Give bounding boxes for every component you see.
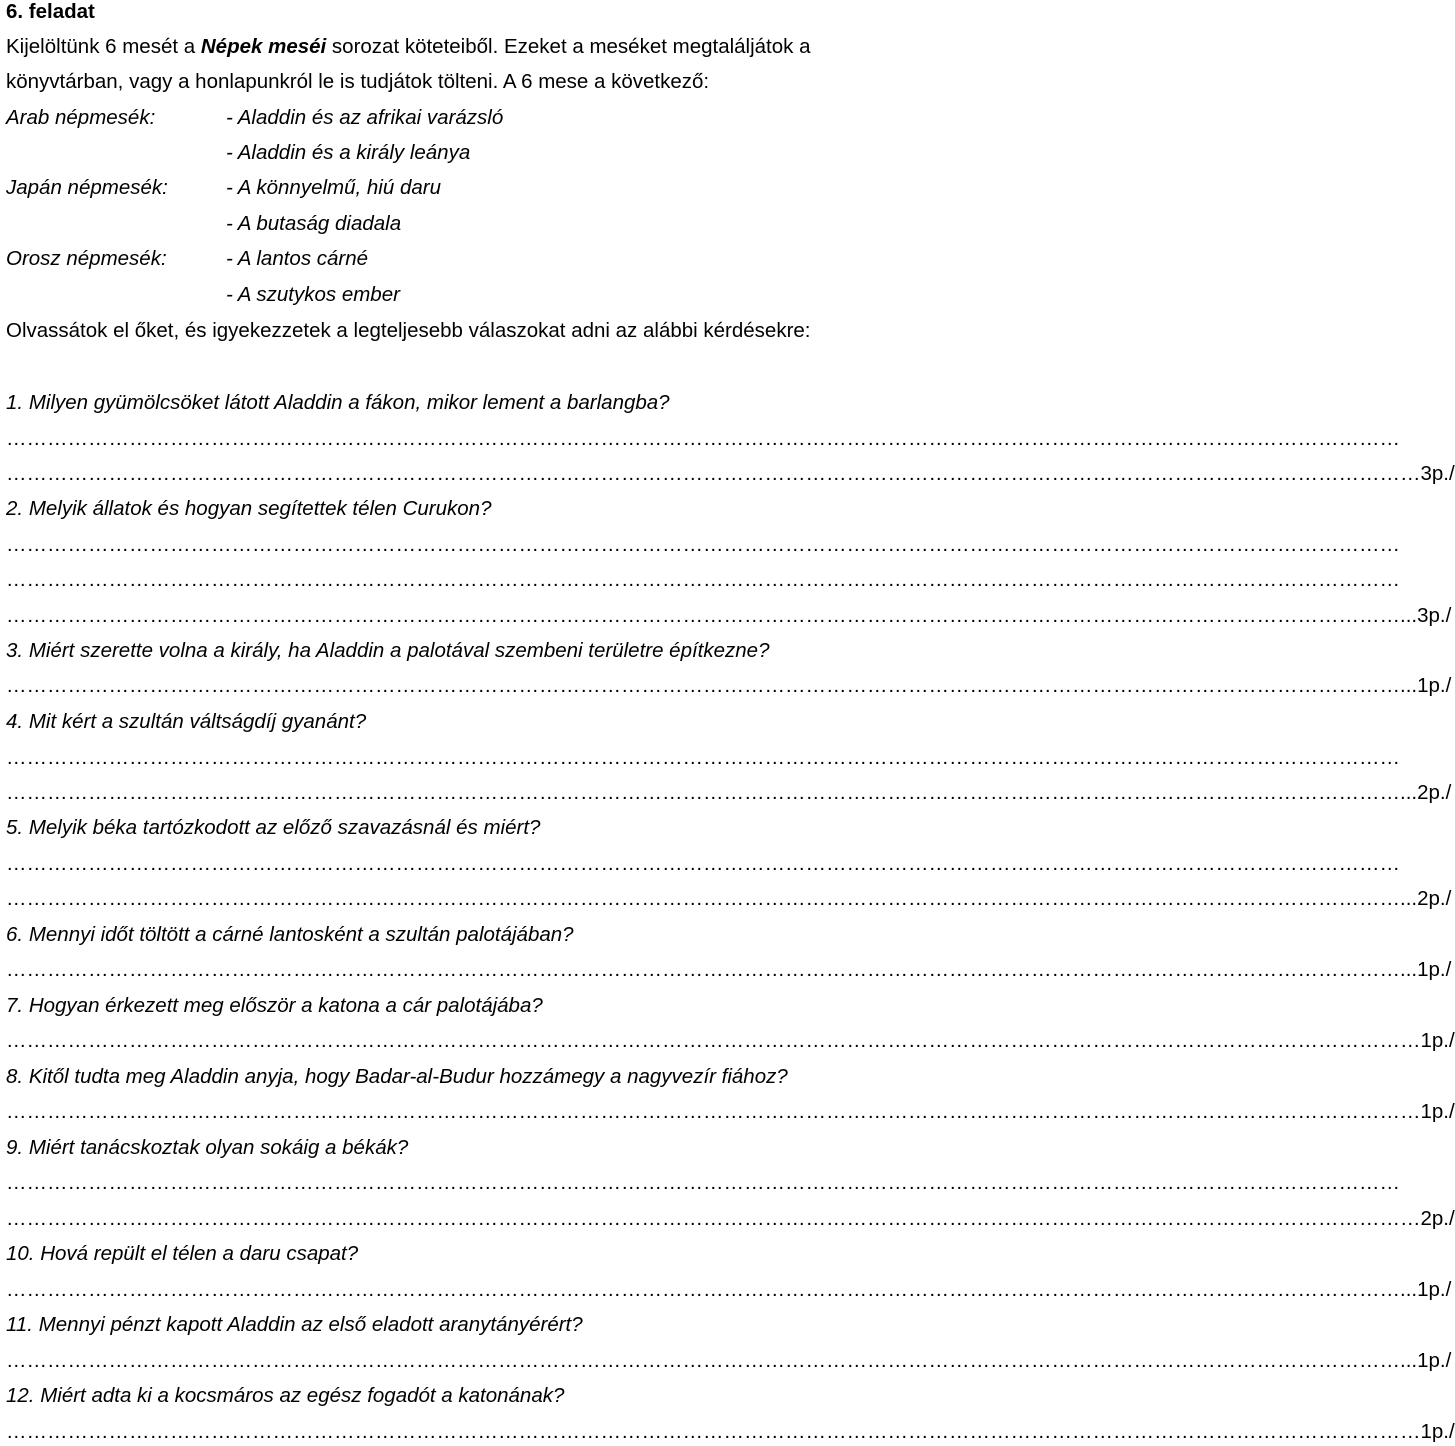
question-12 bbox=[6, 1384, 952, 1408]
tale-name: - Aladdin és az afrikai varázsló bbox=[226, 106, 504, 129]
answer-dots: …………………………………………………………………………………………………………………………………………………………………………………… bbox=[6, 1207, 1400, 1230]
series-title: Népek meséi bbox=[200, 35, 327, 58]
question-text: Mennyi pénzt kapott Aladdin az első eladott aranytányérért? bbox=[38, 1313, 583, 1336]
answer-line[interactable] bbox=[6, 462, 1455, 486]
points-label: …2p./ bbox=[1400, 1207, 1455, 1230]
points-label: ...2p./ bbox=[1400, 887, 1452, 910]
answer-line[interactable] bbox=[6, 674, 1452, 698]
tale-name: - A butaság diadala bbox=[226, 212, 402, 235]
question-number: 2. bbox=[6, 497, 24, 520]
tale-row bbox=[6, 141, 952, 165]
answer-line[interactable] bbox=[6, 1420, 1455, 1444]
question-4 bbox=[6, 710, 952, 734]
tale-name: - A szutykos ember bbox=[226, 283, 400, 306]
question-number: 4. bbox=[6, 710, 24, 733]
answer-line[interactable]: …………………………………………………………………………………………………………………………………………………………………………………… bbox=[6, 427, 1400, 450]
tale-category: Arab népmesék: bbox=[6, 106, 156, 129]
question-3 bbox=[6, 639, 952, 663]
answer-dots: …………………………………………………………………………………………………………………………………………………………………………………… bbox=[6, 1278, 1400, 1301]
instruction-text: Olvassátok el őket, és igyekezzetek a legteljesebb válaszokat adni az alábbi kérdésekre: bbox=[6, 319, 811, 342]
question-text: Miért szerette volna a király, ha Aladdin a palotával szembeni területre építkezne? bbox=[28, 639, 770, 662]
answer-line[interactable]: …………………………………………………………………………………………………………………………………………………………………………………… bbox=[6, 533, 1400, 556]
question-5 bbox=[6, 816, 952, 840]
answer-line[interactable] bbox=[6, 1100, 1455, 1124]
points-label: …3p./ bbox=[1400, 462, 1455, 485]
answer-dots: …………………………………………………………………………………………………………………………………………………………………………………… bbox=[6, 1349, 1400, 1372]
answer-dots: …………………………………………………………………………………………………………………………………………………………………………………… bbox=[6, 887, 1400, 910]
answer-line[interactable] bbox=[6, 1207, 1455, 1231]
points-label: …1p./ bbox=[1400, 1420, 1455, 1443]
answer-line[interactable] bbox=[6, 1349, 1452, 1373]
answer-line[interactable]: …………………………………………………………………………………………………………………………………………………………………………………… bbox=[6, 852, 1400, 875]
question-2 bbox=[6, 497, 952, 521]
answer-dots: …………………………………………………………………………………………………………………………………………………………………………………… bbox=[6, 1420, 1400, 1443]
answer-line[interactable]: …………………………………………………………………………………………………………………………………………………………………………………… bbox=[6, 1171, 1400, 1194]
question-text: Hová repült el télen a daru csapat? bbox=[40, 1242, 359, 1265]
question-1 bbox=[6, 391, 952, 415]
question-number: 1. bbox=[6, 391, 24, 414]
question-text: Miért tanácskoztak olyan sokáig a békák? bbox=[28, 1136, 409, 1159]
intro-text-c: sorozat köteteiből. Ezeket a meséket megtaláljátok a bbox=[326, 35, 811, 58]
tale-row bbox=[6, 247, 952, 271]
answer-line[interactable] bbox=[6, 604, 1452, 628]
points-label: ...2p./ bbox=[1400, 781, 1452, 804]
question-number: 10. bbox=[6, 1242, 35, 1265]
answer-dots: …………………………………………………………………………………………………………………………………………………………………………………… bbox=[6, 1029, 1400, 1052]
question-number: 3. bbox=[6, 639, 24, 662]
intro-text-a: Kijelöltünk 6 mesét a bbox=[6, 35, 201, 58]
tale-name: - A lantos cárné bbox=[226, 247, 369, 270]
question-text: Milyen gyümölcsöket látott Aladdin a fákon, mikor lement a barlangba? bbox=[28, 391, 670, 414]
tale-row bbox=[6, 176, 952, 200]
points-label: ...3p./ bbox=[1400, 604, 1452, 627]
tale-row bbox=[6, 212, 952, 236]
question-text: Mennyi időt töltött a cárné lantosként a szultán palotájában? bbox=[28, 923, 574, 946]
answer-line[interactable] bbox=[6, 887, 1452, 911]
intro-line-1 bbox=[6, 35, 952, 59]
answer-line[interactable]: …………………………………………………………………………………………………………………………………………………………………………………… bbox=[6, 746, 1400, 769]
question-text: Miért adta ki a kocsmáros az egész fogadót a katonának? bbox=[40, 1384, 565, 1407]
question-number: 8. bbox=[6, 1065, 24, 1088]
tale-name: - Aladdin és a király leánya bbox=[226, 141, 471, 164]
tale-name: - A könnyelmű, hiú daru bbox=[226, 176, 441, 199]
question-number: 12. bbox=[6, 1384, 35, 1407]
points-label: ...1p./ bbox=[1400, 1349, 1452, 1372]
answer-dots: …………………………………………………………………………………………………………………………………………………………………………………… bbox=[6, 604, 1400, 627]
question-text: Kitől tudta meg Aladdin anyja, hogy Badar-al-Budur hozzámegy a nagyvezír fiához? bbox=[28, 1065, 788, 1088]
answer-line[interactable] bbox=[6, 958, 1452, 982]
question-text: Hogyan érkezett meg először a katona a cár palotájába? bbox=[28, 994, 543, 1017]
answer-dots: …………………………………………………………………………………………………………………………………………………………………………………… bbox=[6, 462, 1400, 485]
answer-line[interactable] bbox=[6, 781, 1452, 805]
question-text: Melyik béka tartózkodott az előző szavazásnál és miért? bbox=[28, 816, 541, 839]
points-label: ...1p./ bbox=[1400, 674, 1452, 697]
question-10 bbox=[6, 1242, 952, 1266]
answer-dots: …………………………………………………………………………………………………………………………………………………………………………………… bbox=[6, 781, 1400, 804]
answer-line[interactable] bbox=[6, 1278, 1452, 1302]
tale-category: Japán népmesék: bbox=[6, 176, 168, 199]
answer-line[interactable]: …………………………………………………………………………………………………………………………………………………………………………………… bbox=[6, 568, 1400, 591]
tale-row bbox=[6, 283, 952, 307]
question-number: 11. bbox=[6, 1313, 33, 1336]
intro-line-2: könyvtárban, vagy a honlapunkról le is tudjátok tölteni. A 6 mese a következő: bbox=[6, 70, 710, 93]
question-text: Melyik állatok és hogyan segítettek télen Curukon? bbox=[28, 497, 492, 520]
answer-dots: …………………………………………………………………………………………………………………………………………………………………………………… bbox=[6, 1100, 1400, 1123]
points-label: …1p./ bbox=[1400, 1100, 1455, 1123]
question-number: 7. bbox=[6, 994, 24, 1017]
question-6 bbox=[6, 923, 952, 947]
answer-dots: …………………………………………………………………………………………………………………………………………………………………………………… bbox=[6, 958, 1400, 981]
question-number: 9. bbox=[6, 1136, 24, 1159]
question-number: 6. bbox=[6, 923, 24, 946]
tale-category: Orosz népmesék: bbox=[6, 247, 167, 270]
points-label: …1p./ bbox=[1400, 1029, 1455, 1052]
question-7 bbox=[6, 994, 952, 1018]
task-title: 6. feladat bbox=[6, 0, 95, 23]
tale-row bbox=[6, 106, 952, 130]
question-8 bbox=[6, 1065, 952, 1089]
question-9 bbox=[6, 1136, 952, 1160]
points-label: ...1p./ bbox=[1400, 1278, 1452, 1301]
answer-line[interactable] bbox=[6, 1029, 1455, 1053]
answer-dots: …………………………………………………………………………………………………………………………………………………………………………………… bbox=[6, 674, 1400, 697]
question-number: 5. bbox=[6, 816, 24, 839]
question-11 bbox=[6, 1313, 952, 1337]
question-text: Mit kért a szultán váltságdíj gyanánt? bbox=[28, 710, 367, 733]
points-label: ...1p./ bbox=[1400, 958, 1452, 981]
